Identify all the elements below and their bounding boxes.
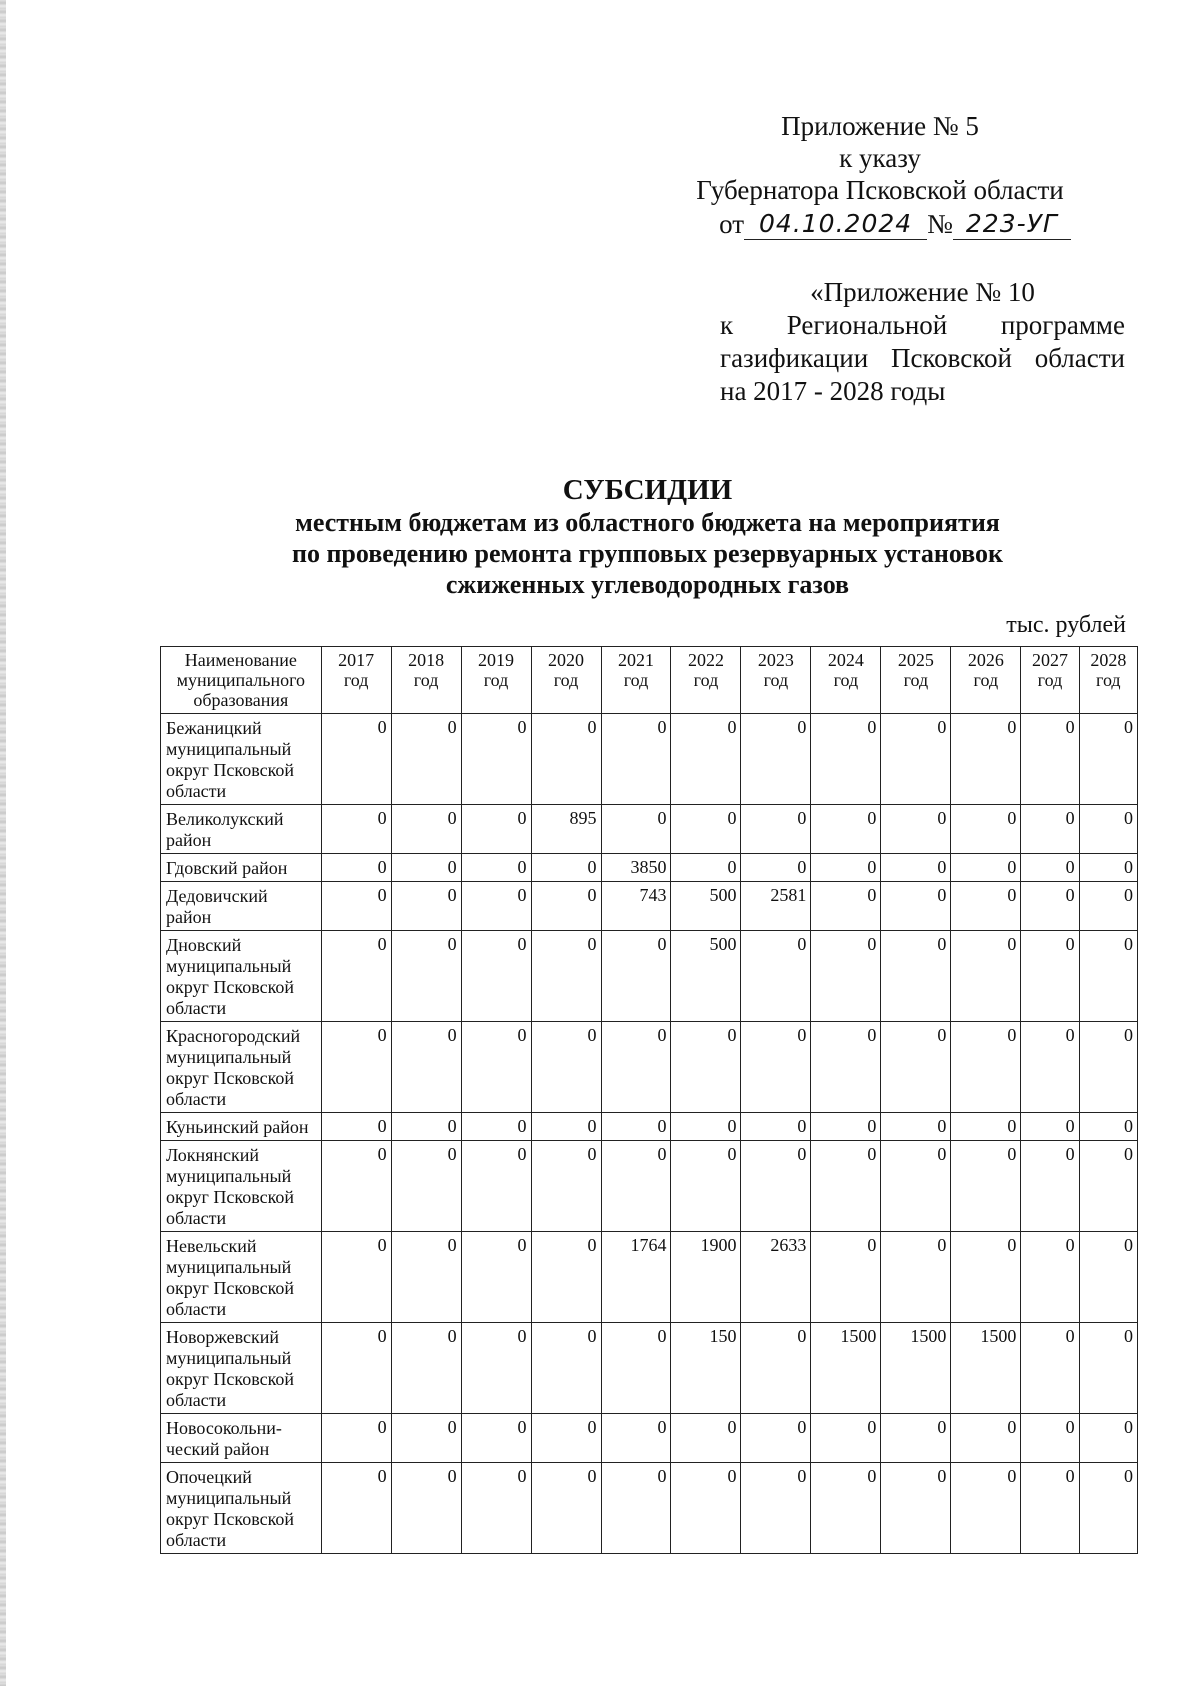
subsidy-value: 0 bbox=[461, 714, 531, 805]
subsidy-value: 0 bbox=[1021, 1141, 1079, 1232]
subsidy-value: 0 bbox=[1079, 805, 1137, 854]
subsidy-value: 0 bbox=[1079, 1022, 1137, 1113]
subsidy-value: 500 bbox=[671, 931, 741, 1022]
subsidy-value: 0 bbox=[1021, 1414, 1079, 1463]
header-year-value: 2017 bbox=[338, 650, 375, 670]
table-row bbox=[161, 931, 1138, 1022]
subsidy-value: 0 bbox=[601, 1022, 671, 1113]
table-row bbox=[161, 1113, 1138, 1141]
municipality-name: Бежаницкий муниципальный округ Псковской области bbox=[161, 714, 322, 805]
subsidy-value: 0 bbox=[531, 714, 601, 805]
subsidy-value: 0 bbox=[1021, 1113, 1079, 1141]
subsidy-value: 0 bbox=[881, 714, 951, 805]
table-row bbox=[161, 1323, 1138, 1414]
municipality-name: Куньинский район bbox=[161, 1113, 322, 1141]
municipality-name: Дедовичский район bbox=[161, 882, 322, 931]
subsidy-value: 0 bbox=[601, 1323, 671, 1414]
header-year-value: 2024 bbox=[827, 650, 864, 670]
header-year-value: 2021 bbox=[617, 650, 654, 670]
annex-number: Приложение № 5 bbox=[781, 111, 979, 141]
subsidy-value: 0 bbox=[1079, 1414, 1137, 1463]
subsidy-value: 0 bbox=[811, 854, 881, 882]
subsidy-value: 0 bbox=[601, 1113, 671, 1141]
municipality-name: Опочецкий муниципальный округ Псковской области bbox=[161, 1463, 322, 1554]
municipality-name: Новоржевский муниципальный округ Псковской области bbox=[161, 1323, 322, 1414]
header-year-value: 2022 bbox=[687, 650, 724, 670]
header-year-value: 2028 bbox=[1090, 650, 1127, 670]
subsidy-value: 0 bbox=[391, 1113, 461, 1141]
subsidy-value: 3850 bbox=[601, 854, 671, 882]
header-year-value: 2026 bbox=[967, 650, 1004, 670]
subsidy-value: 0 bbox=[531, 1022, 601, 1113]
header-year-word: год bbox=[693, 670, 719, 690]
subsidy-value: 0 bbox=[601, 1463, 671, 1554]
table-body bbox=[161, 714, 1138, 1554]
header-year-word: год bbox=[1096, 670, 1121, 690]
decree-date-line bbox=[675, 208, 1115, 240]
subsidy-value: 0 bbox=[1079, 1232, 1137, 1323]
subsidy-value: 0 bbox=[671, 1463, 741, 1554]
subsidy-value: 0 bbox=[951, 1414, 1021, 1463]
subsidy-value: 0 bbox=[531, 931, 601, 1022]
subsidy-value: 0 bbox=[461, 1323, 531, 1414]
subsidy-value: 0 bbox=[531, 1463, 601, 1554]
subsidy-value: 0 bbox=[391, 1141, 461, 1232]
subsidy-value: 0 bbox=[1021, 854, 1079, 882]
header-year-value: 2020 bbox=[548, 650, 585, 670]
subsidy-value: 1500 bbox=[951, 1323, 1021, 1414]
subsidy-value: 0 bbox=[881, 931, 951, 1022]
subsidy-value: 0 bbox=[321, 1141, 391, 1232]
header-year-2017 bbox=[321, 647, 391, 714]
subsidy-value: 0 bbox=[1021, 805, 1079, 854]
number-prefix: № bbox=[927, 209, 953, 239]
subsidy-value: 0 bbox=[391, 714, 461, 805]
subsidy-value: 0 bbox=[951, 882, 1021, 931]
subsidy-value: 0 bbox=[1021, 882, 1079, 931]
subsidy-value: 1900 bbox=[671, 1232, 741, 1323]
header-year-2018 bbox=[391, 647, 461, 714]
header-year-2027 bbox=[1021, 647, 1079, 714]
subsidy-value: 0 bbox=[391, 882, 461, 931]
program-annex-number: «Приложение № 10 bbox=[810, 277, 1035, 307]
subsidy-value: 0 bbox=[461, 805, 531, 854]
subsidy-value: 0 bbox=[391, 1232, 461, 1323]
subsidy-value: 0 bbox=[321, 1323, 391, 1414]
header-year-2020 bbox=[531, 647, 601, 714]
title-sub-1: местным бюджетам из областного бюджета на мероприятия bbox=[295, 508, 1000, 537]
subsidy-value: 0 bbox=[881, 805, 951, 854]
subsidy-value: 0 bbox=[391, 805, 461, 854]
header-year-word: год bbox=[553, 670, 579, 690]
table-row bbox=[161, 1141, 1138, 1232]
subsidy-value: 0 bbox=[461, 1232, 531, 1323]
subsidy-value: 0 bbox=[741, 714, 811, 805]
subsidy-value: 0 bbox=[671, 1414, 741, 1463]
table-row bbox=[161, 714, 1138, 805]
subsidy-value: 0 bbox=[391, 854, 461, 882]
decree-annex-header bbox=[645, 110, 1115, 240]
subsidy-value: 0 bbox=[951, 1463, 1021, 1554]
subsidy-value: 0 bbox=[881, 1022, 951, 1113]
decree-number: 223-УГ bbox=[953, 209, 1071, 240]
subsidy-value: 0 bbox=[1079, 1141, 1137, 1232]
subsidy-value: 0 bbox=[601, 805, 671, 854]
subsidy-value: 0 bbox=[531, 1323, 601, 1414]
header-year-word: год bbox=[903, 670, 929, 690]
header-year-2028 bbox=[1079, 647, 1137, 714]
subsidy-value: 0 bbox=[461, 1022, 531, 1113]
municipality-name: Новосокольни-ческий район bbox=[161, 1414, 322, 1463]
subsidy-value: 0 bbox=[741, 1141, 811, 1232]
subsidy-value: 0 bbox=[951, 805, 1021, 854]
subsidy-value: 0 bbox=[531, 882, 601, 931]
subsidy-value: 0 bbox=[951, 931, 1021, 1022]
subsidy-value: 0 bbox=[461, 1141, 531, 1232]
annex-to-decree: к указу bbox=[839, 143, 921, 173]
table-row bbox=[161, 805, 1138, 854]
header-year-word: год bbox=[343, 670, 369, 690]
subsidy-value: 0 bbox=[881, 882, 951, 931]
subsidy-value: 0 bbox=[391, 1323, 461, 1414]
subsidy-value: 0 bbox=[461, 1463, 531, 1554]
subsidy-value: 1500 bbox=[811, 1323, 881, 1414]
header-year-word: год bbox=[413, 670, 439, 690]
subsidy-value: 0 bbox=[461, 854, 531, 882]
table-row bbox=[161, 882, 1138, 931]
program-annex-line2: к Региональной программе bbox=[720, 310, 1125, 340]
subsidy-value: 0 bbox=[881, 1414, 951, 1463]
header-year-2021 bbox=[601, 647, 671, 714]
table-row bbox=[161, 1232, 1138, 1323]
subsidy-value: 0 bbox=[671, 714, 741, 805]
header-year-2023 bbox=[741, 647, 811, 714]
subsidy-value: 0 bbox=[951, 714, 1021, 805]
municipality-name: Дновский муниципальный округ Псковской области bbox=[161, 931, 322, 1022]
subsidy-value: 0 bbox=[1021, 714, 1079, 805]
subsidy-value: 0 bbox=[811, 1141, 881, 1232]
header-year-2025 bbox=[881, 647, 951, 714]
municipality-name: Гдовский район bbox=[161, 854, 322, 882]
subsidy-value: 0 bbox=[531, 1232, 601, 1323]
subsidy-value: 0 bbox=[1021, 931, 1079, 1022]
subsidy-value: 0 bbox=[601, 1414, 671, 1463]
header-year-value: 2018 bbox=[408, 650, 445, 670]
subsidy-value: 0 bbox=[321, 714, 391, 805]
municipality-name: Невельский муниципальный округ Псковской области bbox=[161, 1232, 322, 1323]
subsidy-value: 0 bbox=[951, 1022, 1021, 1113]
title-sub-3: сжиженных углеводородных газов bbox=[445, 570, 850, 599]
subsidy-value: 0 bbox=[811, 882, 881, 931]
municipality-name: Локнянский муниципальный округ Псковской области bbox=[161, 1141, 322, 1232]
subsidy-value: 0 bbox=[811, 1022, 881, 1113]
subsidy-value: 0 bbox=[881, 1113, 951, 1141]
table-row bbox=[161, 854, 1138, 882]
header-year-word: год bbox=[973, 670, 999, 690]
header-year-word: год bbox=[483, 670, 509, 690]
title-sub-2: по проведению ремонта групповых резервуарных установок bbox=[291, 539, 1004, 568]
header-year-value: 2027 bbox=[1031, 650, 1068, 670]
header-year-2024 bbox=[811, 647, 881, 714]
subsidy-value: 0 bbox=[321, 1232, 391, 1323]
subsidy-value: 0 bbox=[881, 854, 951, 882]
subsidy-value: 0 bbox=[461, 882, 531, 931]
subsidy-value: 0 bbox=[321, 854, 391, 882]
subsidy-value: 0 bbox=[671, 1022, 741, 1113]
subsidy-value: 0 bbox=[1021, 1463, 1079, 1554]
table-header-row bbox=[161, 647, 1138, 714]
date-prefix: от bbox=[719, 209, 745, 239]
program-annex-header bbox=[720, 276, 1125, 408]
subsidy-value: 0 bbox=[741, 1022, 811, 1113]
table-row bbox=[161, 1463, 1138, 1554]
subsidy-value: 0 bbox=[321, 882, 391, 931]
subsidy-value: 0 bbox=[391, 931, 461, 1022]
subsidy-value: 0 bbox=[1079, 854, 1137, 882]
subsidy-value: 0 bbox=[881, 1141, 951, 1232]
municipality-name: Красногородский муниципальный округ Псковской области bbox=[161, 1022, 322, 1113]
subsidy-value: 0 bbox=[391, 1463, 461, 1554]
subsidy-value: 150 bbox=[671, 1323, 741, 1414]
subsidy-value: 0 bbox=[1021, 1022, 1079, 1113]
header-year-2019 bbox=[461, 647, 531, 714]
annex-governor: Губернатора Псковской области bbox=[696, 175, 1064, 205]
subsidy-value: 0 bbox=[671, 805, 741, 854]
scan-edge bbox=[0, 0, 6, 1686]
subsidy-value: 0 bbox=[811, 1463, 881, 1554]
subsidy-value: 0 bbox=[461, 931, 531, 1022]
program-annex-line4: на 2017 - 2028 годы bbox=[720, 376, 946, 406]
subsidy-value: 0 bbox=[671, 854, 741, 882]
subsidy-value: 0 bbox=[321, 1113, 391, 1141]
header-year-word: год bbox=[763, 670, 789, 690]
table-row bbox=[161, 1022, 1138, 1113]
subsidy-value: 0 bbox=[1079, 714, 1137, 805]
table-row bbox=[161, 1414, 1138, 1463]
subsidy-value: 0 bbox=[1079, 882, 1137, 931]
subsidy-value: 0 bbox=[1079, 1323, 1137, 1414]
subsidy-value: 0 bbox=[811, 1414, 881, 1463]
subsidy-value: 0 bbox=[881, 1232, 951, 1323]
program-annex-line3: газификации Псковской области bbox=[720, 343, 1125, 373]
subsidy-value: 0 bbox=[811, 931, 881, 1022]
subsidy-value: 0 bbox=[671, 1141, 741, 1232]
units-label: тыс. рублей bbox=[1006, 612, 1126, 638]
header-year-value: 2019 bbox=[478, 650, 515, 670]
subsidy-value: 0 bbox=[321, 1022, 391, 1113]
subsidy-value: 0 bbox=[811, 805, 881, 854]
header-year-word: год bbox=[623, 670, 649, 690]
subsidy-value: 0 bbox=[321, 931, 391, 1022]
subsidy-value: 0 bbox=[1079, 1113, 1137, 1141]
subsidy-table bbox=[160, 646, 1138, 1554]
subsidy-value: 0 bbox=[951, 1141, 1021, 1232]
subsidy-value: 0 bbox=[1021, 1323, 1079, 1414]
municipality-name: Великолукский район bbox=[161, 805, 322, 854]
subsidy-value: 1764 bbox=[601, 1232, 671, 1323]
subsidy-value: 0 bbox=[881, 1463, 951, 1554]
subsidy-value: 0 bbox=[1079, 931, 1137, 1022]
subsidy-value: 1500 bbox=[881, 1323, 951, 1414]
subsidy-value: 0 bbox=[1079, 1463, 1137, 1554]
subsidy-value: 0 bbox=[461, 1414, 531, 1463]
decree-date: 04.10.2024 bbox=[744, 209, 927, 240]
subsidy-value: 895 bbox=[531, 805, 601, 854]
document-title bbox=[160, 473, 1135, 600]
subsidy-value: 500 bbox=[671, 882, 741, 931]
subsidy-value: 0 bbox=[531, 854, 601, 882]
subsidy-value: 0 bbox=[811, 1232, 881, 1323]
subsidy-value: 2633 bbox=[741, 1232, 811, 1323]
subsidy-value: 0 bbox=[951, 854, 1021, 882]
subsidy-value: 0 bbox=[601, 714, 671, 805]
header-year-2026 bbox=[951, 647, 1021, 714]
subsidy-value: 0 bbox=[461, 1113, 531, 1141]
subsidy-value: 0 bbox=[741, 931, 811, 1022]
subsidy-value: 0 bbox=[391, 1022, 461, 1113]
subsidy-value: 0 bbox=[531, 1141, 601, 1232]
header-name: Наименование муниципального образования bbox=[161, 647, 322, 714]
subsidy-value: 0 bbox=[531, 1414, 601, 1463]
subsidy-value: 0 bbox=[321, 1414, 391, 1463]
subsidy-value: 0 bbox=[951, 1113, 1021, 1141]
header-year-value: 2025 bbox=[897, 650, 934, 670]
subsidy-value: 0 bbox=[1021, 1232, 1079, 1323]
subsidy-value: 0 bbox=[811, 714, 881, 805]
subsidy-value: 0 bbox=[811, 1113, 881, 1141]
subsidy-value: 0 bbox=[741, 805, 811, 854]
subsidy-value: 0 bbox=[741, 854, 811, 882]
header-year-value: 2023 bbox=[757, 650, 794, 670]
subsidy-value: 743 bbox=[601, 882, 671, 931]
subsidy-value: 0 bbox=[741, 1113, 811, 1141]
subsidy-value: 0 bbox=[741, 1463, 811, 1554]
subsidy-value: 0 bbox=[601, 931, 671, 1022]
subsidy-value: 0 bbox=[321, 805, 391, 854]
header-year-word: год bbox=[833, 670, 859, 690]
subsidy-value: 0 bbox=[601, 1141, 671, 1232]
subsidy-value: 0 bbox=[951, 1232, 1021, 1323]
subsidy-value: 0 bbox=[741, 1414, 811, 1463]
subsidy-value: 0 bbox=[741, 1323, 811, 1414]
header-year-word: год bbox=[1037, 670, 1063, 690]
subsidy-value: 2581 bbox=[741, 882, 811, 931]
header-year-2022 bbox=[671, 647, 741, 714]
title-main: СУБСИДИИ bbox=[562, 474, 733, 506]
subsidy-value: 0 bbox=[391, 1414, 461, 1463]
subsidy-value: 0 bbox=[531, 1113, 601, 1141]
subsidy-value: 0 bbox=[321, 1463, 391, 1554]
subsidy-value: 0 bbox=[671, 1113, 741, 1141]
